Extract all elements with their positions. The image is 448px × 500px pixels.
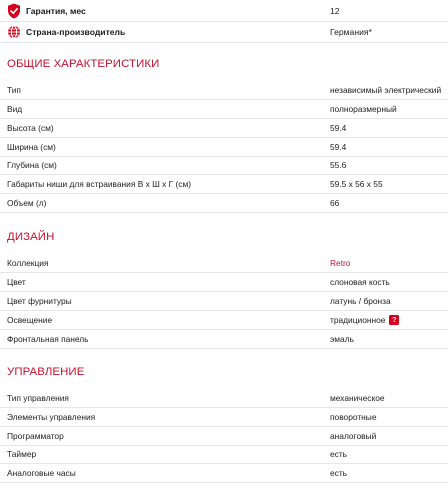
spec-label: Габариты ниши для встраивания В х Ш х Г (см) (7, 179, 192, 189)
spec-row (0, 194, 448, 212)
help-icon[interactable]: ? (389, 315, 399, 325)
spec-value: 59.5 x 56 x 55 (330, 179, 383, 189)
section-title-control: УПРАВЛЕНИЕ (7, 366, 85, 378)
spec-value: поворотные (330, 412, 377, 422)
spec-value: 55.6 (330, 160, 347, 170)
spec-label: Глубина (см) (7, 160, 57, 170)
section-title-general: ОБЩИЕ ХАРАКТЕРИСТИКИ (7, 58, 160, 70)
spec-row (0, 427, 448, 445)
spec-label: Вид (7, 104, 23, 114)
spec-label: Тип управления (7, 393, 69, 403)
spec-value: Германия* (330, 27, 372, 37)
collection-link[interactable]: Retro (330, 258, 351, 268)
spec-label: Объем (л) (7, 198, 47, 208)
section-title-design: ДИЗАЙН (7, 231, 55, 243)
spec-label: Цвет (7, 277, 26, 287)
spec-row-country (0, 23, 448, 41)
spec-row (0, 464, 448, 482)
spec-value: 12 (330, 6, 340, 16)
spec-label: Тип (7, 85, 21, 95)
spec-value-with-help (330, 315, 399, 325)
spec-value: 59.4 (330, 123, 347, 133)
spec-label: Коллекция (7, 258, 49, 268)
spec-label: Страна-производитель (26, 27, 126, 37)
spec-row-warranty (0, 2, 448, 20)
spec-row (0, 408, 448, 426)
spec-row (0, 175, 448, 193)
spec-value: есть (330, 468, 348, 478)
spec-value: традиционное (330, 315, 386, 325)
spec-value: есть (330, 449, 348, 459)
spec-row (0, 330, 448, 348)
spec-row (0, 254, 448, 272)
spec-row (0, 389, 448, 407)
spec-value: 59.4 (330, 142, 347, 152)
divider (0, 21, 448, 22)
spec-label: Программатор (7, 431, 64, 441)
spec-label: Освещение (7, 315, 53, 325)
spec-row (0, 311, 448, 329)
spec-row (0, 273, 448, 291)
spec-label: Цвет фурнитуры (7, 296, 72, 306)
spec-label: Фронтальная панель (7, 334, 89, 344)
divider (0, 42, 448, 43)
spec-value: аналоговый (330, 431, 377, 441)
spec-value: независимый электрический (330, 85, 442, 95)
spec-label: Аналоговые часы (7, 468, 76, 478)
spec-row (0, 156, 448, 174)
spec-value: слоновая кость (330, 277, 390, 287)
spec-label: Высота (см) (7, 123, 54, 133)
shield-check-icon (7, 3, 21, 19)
globe-icon (7, 24, 21, 40)
spec-row (0, 445, 448, 463)
divider (0, 482, 448, 483)
spec-value: механическое (330, 393, 385, 403)
spec-label: Ширина (см) (7, 142, 56, 152)
spec-row (0, 81, 448, 99)
spec-label: Таймер (7, 449, 37, 459)
spec-value: латунь / бронза (330, 296, 391, 306)
spec-row (0, 292, 448, 310)
divider (0, 348, 448, 349)
spec-value: полноразмерный (330, 104, 397, 114)
divider (0, 212, 448, 213)
spec-row (0, 119, 448, 137)
spec-row (0, 100, 448, 118)
spec-label: Гарантия, мес (26, 6, 86, 16)
spec-value: 66 (330, 198, 340, 208)
spec-value: эмаль (330, 334, 354, 344)
spec-row (0, 138, 448, 156)
spec-label: Элементы управления (7, 412, 96, 422)
